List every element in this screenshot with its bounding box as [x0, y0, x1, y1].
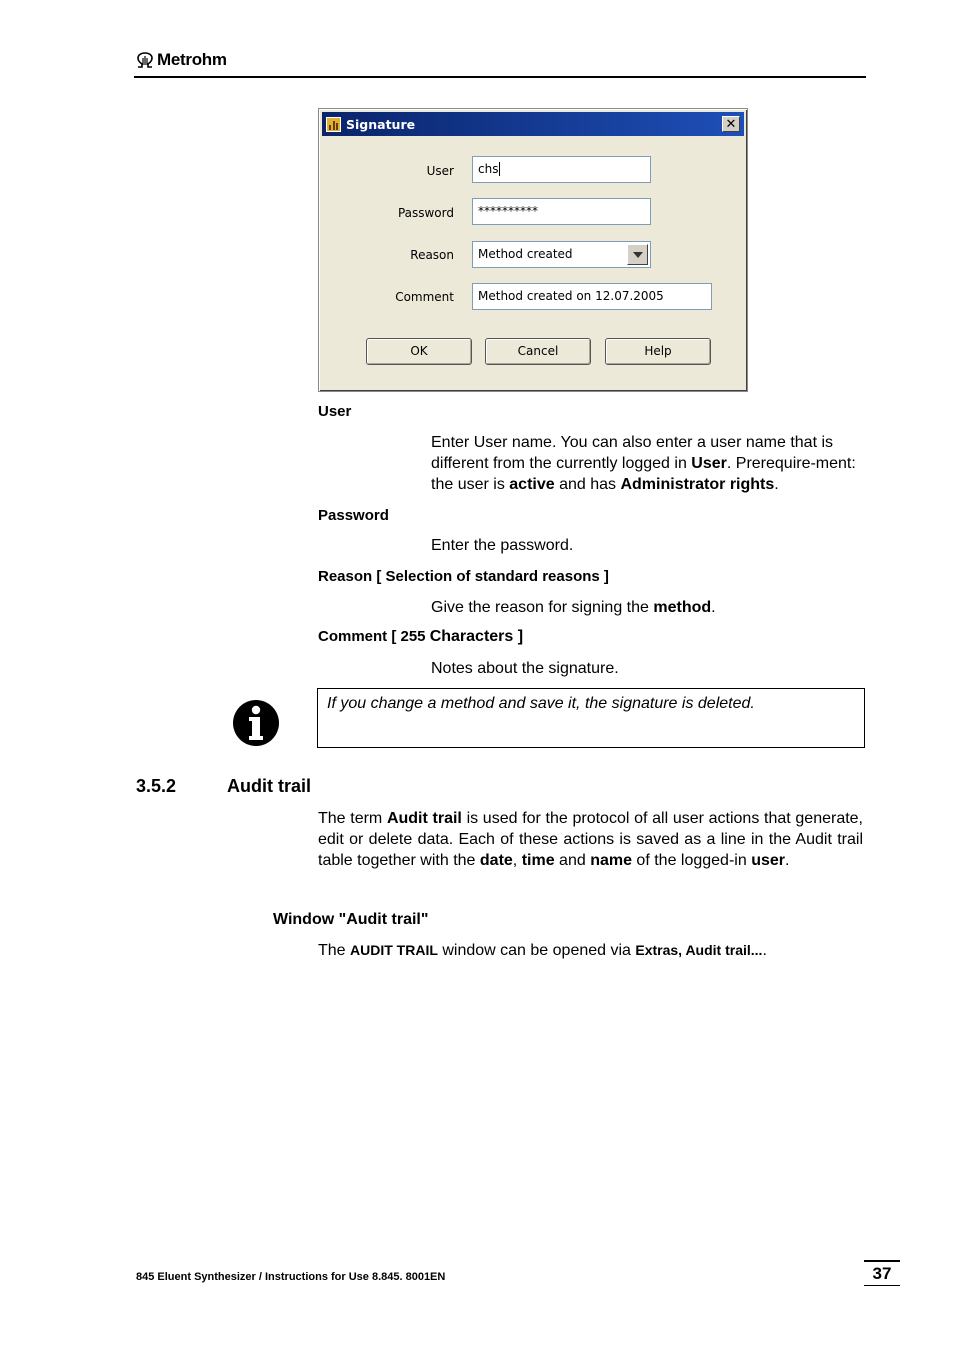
metrohm-logo: [135, 50, 227, 70]
comment-label: Comment: [395, 290, 454, 304]
footer-text: 845 Eluent Synthesizer / Instructions for Use 8.845. 8001EN: [136, 1271, 446, 1283]
section-title: Audit trail: [227, 776, 311, 796]
term-user: User: [318, 403, 352, 420]
cancel-button[interactable]: Cancel: [485, 338, 591, 365]
subsection-title: Window "Audit trail": [273, 911, 429, 928]
info-icon: [232, 699, 280, 747]
help-button[interactable]: Help: [605, 338, 711, 365]
reason-select[interactable]: [472, 241, 651, 268]
header-rule: [134, 76, 866, 78]
reason-label: Reason: [410, 248, 454, 262]
description-comment: Notes about the signature.: [431, 660, 619, 677]
user-input-value: chs: [478, 162, 499, 176]
description-user: Enter User name. You can also enter a user name that is different from the currently logged in User. Prerequire-ment: the user is active and has Administrator rights.: [431, 434, 856, 493]
password-input[interactable]: [472, 198, 651, 225]
term-comment: Comment [ 255 Characters ]: [318, 628, 524, 645]
close-button[interactable]: [722, 116, 740, 132]
reason-select-value: Method created: [478, 247, 573, 261]
term-password: Password: [318, 507, 389, 524]
page-number: 37: [864, 1260, 900, 1286]
note-text: If you change a method and save it, the signature is deleted.: [327, 695, 755, 712]
note-box: [317, 688, 865, 748]
close-icon: ✕: [725, 116, 737, 132]
ok-button[interactable]: OK: [366, 338, 472, 365]
password-label: Password: [397, 206, 454, 220]
subsection-paragraph: The AUDIT TRAIL window can be opened via Extras, Audit trail....: [318, 942, 767, 959]
user-label: User: [426, 164, 454, 178]
section-number: 3.5.2: [136, 776, 177, 796]
dialog-titlebar[interactable]: [322, 112, 744, 136]
comment-input-value: Method created on 12.07.2005: [478, 289, 664, 303]
term-reason: Reason [ Selection of standard reasons ]: [318, 568, 609, 585]
password-input-value: **********: [478, 204, 538, 218]
metrohm-omega-icon: [135, 52, 155, 68]
user-input[interactable]: [472, 156, 651, 183]
section-paragraph: The term Audit trail is used for the protocol of all user actions that generate, edit or delete data. Each of these actions is saved as a line in the Audit trail table together with the date, time and name of the logged-in user.: [318, 810, 864, 869]
dialog-title: Signature: [346, 116, 416, 132]
signature-dialog: [318, 108, 748, 392]
comment-input[interactable]: [472, 283, 712, 310]
app-icon: [326, 117, 341, 132]
logo-text: Metrohm: [157, 50, 227, 69]
description-reason: Give the reason for signing the method.: [431, 599, 716, 616]
chevron-down-icon[interactable]: [627, 244, 648, 265]
description-password: Enter the password.: [431, 537, 574, 554]
